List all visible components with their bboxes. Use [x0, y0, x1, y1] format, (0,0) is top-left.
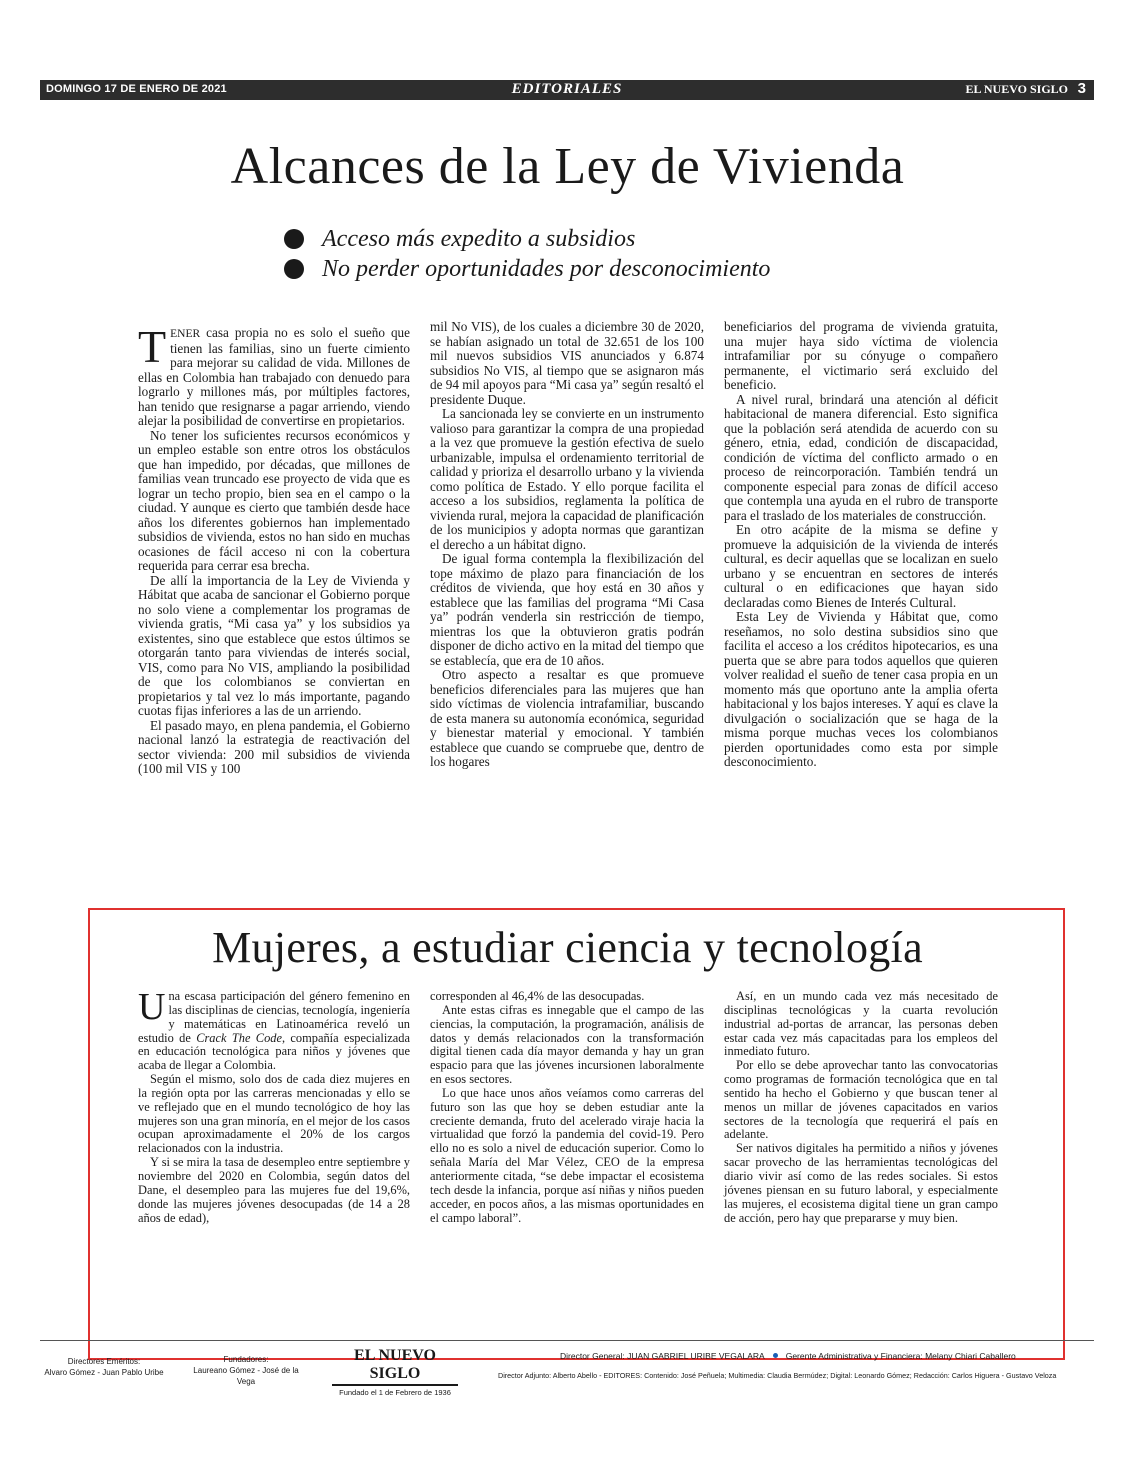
- article1-paragraph: La sancionada ley se convierte en un instrumento valioso para garantizar la compra de una propiedad a la vez que promueve la gestión efectiva de suelo urbanizable, impulsa el ordenamiento territorial de calidad y prioriza el desarrollo urbano y la vivienda como política de Estado. Y ello porque facilita el acceso a los subsidios, reglamenta la política de vivienda rural, mejora la capacidad de planificación de los municipios y adopta normas que garantizan el derecho a un hábitat digno.: [430, 406, 704, 552]
- section-title: EDITORIALES: [511, 81, 623, 97]
- paragraph-text: na escasa participación del género femenino en las disciplinas de ciencias, tecnología, ingeniería y matemáticas en Latinoamérica reveló un estudio de: [138, 989, 410, 1045]
- paragraph-text: , compañía especializada en educación tecnológica para niños y jóvenes que acaba de llegar a Colombia.: [138, 1030, 410, 1073]
- footer-label: Directores Eméritos:: [67, 1357, 141, 1366]
- director-general: Director General: JUAN GABRIEL URIBE VEGALARA: [560, 1351, 765, 1361]
- footer-label: Fundadores:: [223, 1355, 269, 1364]
- article2-paragraph: Ser nativos digitales ha permitido a niños y jóvenes sacar provecho de las herramientas tecnológicas del diario vivir así como de las redes sociales. Si estos jóvenes piensan en su futuro laboral, y especialmente las mujeres, el ecosistema digital tiene un gran campo de acción, pero hay que prepararse y muy bien.: [724, 1141, 998, 1225]
- lead-smallcaps: ENER: [170, 328, 201, 340]
- article1-paragraph: El pasado mayo, en plena pandemia, el Gobierno nacional lanzó la estrategia de reactivación del sector vivienda: 200 mil subsidios de vivienda (100 mil VIS y 100: [138, 717, 410, 776]
- founded-date: Fundado el 1 de Febrero de 1936: [339, 1388, 451, 1397]
- editorial-subheads: [284, 224, 770, 284]
- article1-paragraph: Otro aspecto a resaltar es que promueve beneficios diferenciales para las mujeres que han sido víctimas de violencia intrafamiliar, buscando de esta manera su autonomía económica, seguridad y bienestar material y emocional. Y también establece que cuando se compruebe que, dentro de los hogares: [430, 667, 704, 769]
- footer-directores-emeritos: [44, 1356, 164, 1378]
- page-number: 3: [1077, 80, 1086, 97]
- subhead-item: [284, 224, 770, 254]
- article1-paragraph: De allí la importancia de la Ley de Vivienda y Hábitat que acaba de sancionar el Gobierno porque no solo viene a complementar los programas de vivienda gratis, “Mi casa ya” y los subsidios ya existentes, sino que establece que estos últimos se otorgarán tanto para viviendas de interés social, VIS, como para No VIS, ampliando la posibilidad de que los colombianos se conviertan en propietarios y tal vez lo más importante, pagando cuotas fijas inferiores a las de un arriendo.: [138, 572, 410, 718]
- subhead-text: Acceso más expedito a subsidios: [322, 225, 636, 252]
- editorial-headline-mujeres: Mujeres, a estudiar ciencia y tecnología: [212, 923, 923, 972]
- article1-column-1: [138, 321, 410, 777]
- gerente: Gerente Administrativa y Financiera: Melany Chiari Caballero: [785, 1351, 1016, 1361]
- footer-directors: [560, 1351, 1016, 1361]
- article2-paragraph: Y si se mira la tasa de desempleo entre septiembre y noviembre del 2020 en Colombia, según datos del Dane, el desempleo para las mujeres fue del 19,6%, donde las mujeres jóvenes desocupadas (de 14 a 28 años de edad),: [138, 1155, 410, 1225]
- newspaper-name: EL NUEVO SIGLO: [965, 82, 1068, 96]
- footer-staff-line: Director Adjunto: Alberto Abello - EDITORES: Contenido: José Peñuela; Multimedia: Claudia Bermúdez; Digital: Leonardo Gómez; Redacción: Carlos Higuera - Gustavo Veloza: [498, 1371, 1057, 1380]
- article2-column-2: [430, 990, 704, 1225]
- article1-paragraph: Esta Ley de Vivienda y Hábitat que, como reseñamos, no solo destina subsidios sino que facilita el acceso a los créditos hipotecarios, es una puerta que se abre para todos aquellos que quieren volver realidad el sueño de tener casa propia en un momento más que oportuno ante la amplia oferta habitacional y los bajos intereses. Y aquí es clave la divulgación o socialización que se haga de la misma porque muchas veces los colombianos pierden oportunidades como esta por simple desconocimiento.: [724, 609, 998, 769]
- separator-dot-icon: [773, 1353, 778, 1358]
- subhead-item: [284, 254, 770, 284]
- article1-paragraph: A nivel rural, brindará una atención al déficit habitacional de manera diferencial. Esto significa que la población será atendida de acuerdo con su género, etnia, edad, condición de discapacidad, condición de víctima del conflicto armado o en proceso de reincorporación. También tendrá un componente especial para zonas de difícil acceso que contempla una ayuda en el rubro de transporte para el traslado de los materiales de construcción.: [724, 391, 998, 523]
- article2-paragraph: Ante estas cifras es innegable que el campo de las ciencias, la computación, la programación, análisis de datos y demás relacionados con la transformación digital tienen cada día mayor demanda y hay un gran espacio para que las jóvenes incursionen laboralmente en esos sectores.: [430, 1002, 704, 1087]
- article2-paragraph: Así, en un mundo cada vez más necesitado de disciplinas tecnológicas y la cuarta revolución industrial ad-portas de arrancar, las personas deben estar cada vez más capacitadas para los empleos del inmediato futuro.: [724, 989, 998, 1059]
- article1-paragraph: beneficiarios del programa de vivienda gratuita, una mujer haya sido víctima de violencia intrafamiliar por su cónyuge o compañero permanente, el victimario será excluido del beneficio.: [724, 319, 998, 392]
- article1-paragraph: No tener los suficientes recursos económicos y un empleo estable son entre otros los obstáculos que han impedido, por décadas, que millones de familias vean truncado ese proyecto de vida que es lograr un techo propio, bien sea en el campo o la ciudad. Y aunque es cierto que también desde hace años los diferentes gobiernos han implementado subsidios de vivienda, estos no han sido en muchas ocasiones de fácil acceso ni con la cobertura requerida para cerrar esa brecha.: [138, 427, 410, 573]
- article2-paragraph: Por ello se debe aprovechar tanto las convocatorias como programas de formación tecnológica que en tal sentido ha hecho el Gobierno y que buscan tener al menos un millar de jóvenes capacitados en varios sectores de la tecnología que requerirá el país en adelante.: [724, 1058, 998, 1142]
- issue-date: DOMINGO 17 DE ENERO DE 2021: [46, 83, 227, 95]
- footer-divider: [40, 1340, 1094, 1341]
- article1-column-2: [430, 320, 704, 770]
- article2-paragraph: Según el mismo, solo dos de cada diez mujeres en la región opta por las carreras mencionadas y ello se ve reflejado que en el mundo tecnológico de hoy las mujeres son una gran minoría, en el mejor de los casos ocupan aproximadamente el 20% de los cargos relacionados con la industria.: [138, 1072, 410, 1156]
- company-name: Crack The Code: [196, 1030, 282, 1045]
- page-header-bar: [40, 80, 1094, 100]
- bullet-dot-icon: [284, 259, 304, 279]
- bullet-dot-icon: [284, 229, 304, 249]
- article2-paragraph: corresponden al 46,4% de las desocupadas.: [430, 989, 645, 1003]
- footer-names: Alvaro Gómez - Juan Pablo Uribe: [44, 1368, 164, 1377]
- article2-paragraph: [138, 986, 410, 1073]
- article2-paragraph: Lo que hace unos años veíamos como carreras del futuro son las que hoy se deben estudiar ante la creciente demanda, fruto del acelerado viraje hacia la virtualidad que forzó la pandemia del covid-19. Pero ello no es solo a nivel de educación superior. Como lo señala María del Mar Vélez, CEO de la empresa anteriormente citada, “se debe impactar el ecosistema tech desde la infancia, porque así niñas y niños pueden acceder, en pocos años, a las mismas oportunidades en el campo laboral”.: [430, 1085, 704, 1225]
- article1-paragraph: mil No VIS), de los cuales a diciembre 30 de 2020, se habían asignado un total de 32.651 de los 100 mil nuevos subsidios VIS anunciados y 6.874 subsidios No VIS, al tiempo que se asignaron más de 94 mil apoyos para “Mi casa ya” según resaltó el presidente Duque.: [430, 319, 704, 407]
- article1-column-3: [724, 320, 998, 770]
- article2-column-3: [724, 990, 998, 1225]
- paragraph-text: casa propia no es solo el sueño que tienen las familias, sino un fuerte cimiento para mejorar su calidad de vida. Millones de ellas en Colombia han trabajado con denuedo para lograrlo y millones más, por múltiples factores, han tenido que resignarse a pagar arriendo, viendo alejar la posibilidad de convertirse en propietarios.: [138, 325, 410, 428]
- footer-fundadores: [184, 1354, 308, 1387]
- drop-cap: U: [138, 986, 166, 1028]
- subhead-text: No perder oportunidades por desconocimiento: [322, 255, 771, 282]
- drop-cap: T: [138, 321, 167, 372]
- footer-masthead: [332, 1347, 458, 1397]
- article1-paragraph: De igual forma contempla la flexibilización del tope máximo de plazo para financiación de los créditos de vivienda, que hoy está en 30 años y establece que las familias del programa “Mi Casa ya” podrán venderla sin restricción de tiempo, mientras los que la obtuvieron gratis podrán disponer de dicho activo en la mitad del tiempo que se establecía, que era de 10 años.: [430, 551, 704, 668]
- article1-paragraph: [138, 321, 410, 429]
- article1-paragraph: En otro acápite de la misma se define y promueve la adquisición de la vivienda de interés cultural, es decir aquellas que se localizan en suelo urbano y se encuentran en sectores de interés cultural o en edificaciones que hayan sido declaradas como Bienes de Interés Cultural.: [724, 522, 998, 610]
- editorial-headline-vivienda: Alcances de la Ley de Vivienda: [230, 138, 905, 195]
- article2-column-1: [138, 986, 410, 1225]
- footer-names: Laureano Gómez - José de la Vega: [193, 1366, 299, 1386]
- newspaper-logo: EL NUEVO SIGLO: [332, 1347, 458, 1386]
